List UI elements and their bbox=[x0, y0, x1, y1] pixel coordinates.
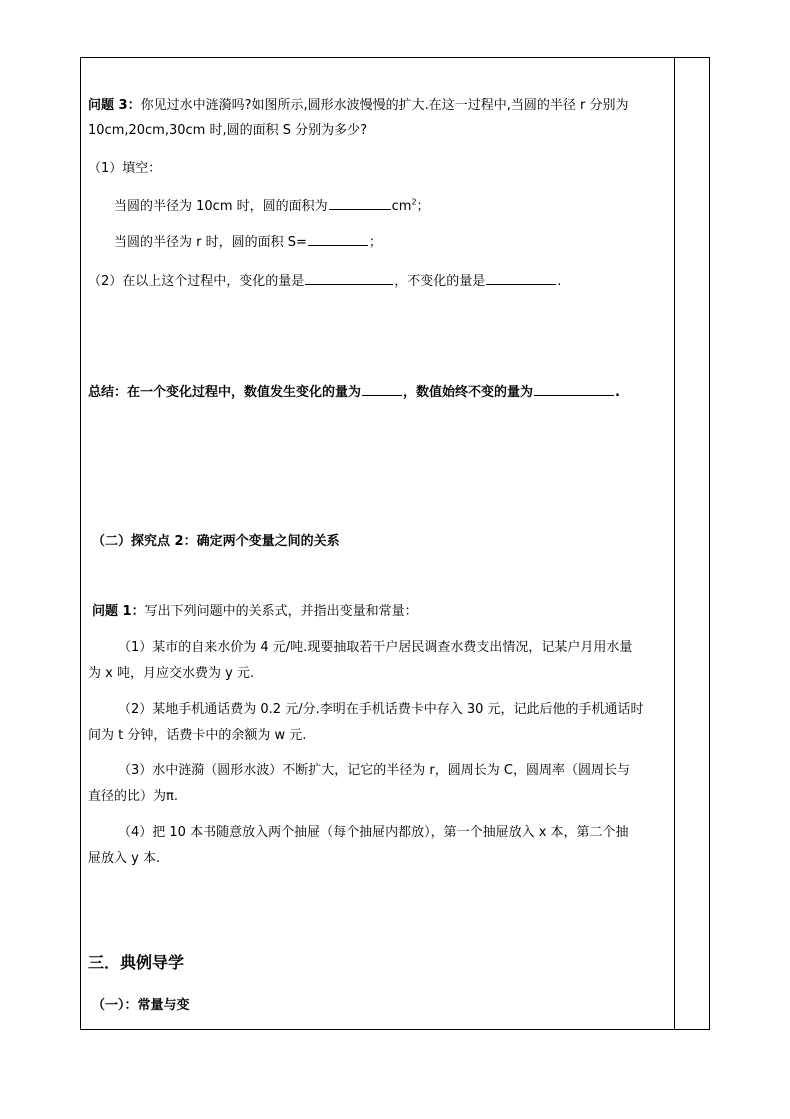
summary-mid: ，数值始终不变的量为 bbox=[403, 385, 534, 400]
q3-fill-1 bbox=[114, 196, 430, 217]
part2-blank-1[interactable] bbox=[305, 271, 393, 285]
fill1-unit: cm bbox=[391, 199, 412, 214]
fill2-prefix: 当圆的半径为 r 时，圆的面积 S= bbox=[114, 235, 307, 250]
section2-heading: （二）探究点 2：确定两个变量之间的关系 bbox=[92, 534, 340, 549]
fill1-sup: 2 bbox=[411, 197, 417, 207]
section3-subheading: （一）：常量与变 bbox=[92, 998, 190, 1013]
summary-prefix: 总结：在一个变化过程中，数值发生变化的量为 bbox=[88, 385, 362, 400]
q3-text-1: 你见过水中涟漪吗?如图所示,圆形水波慢慢的扩大.在这一过程中,当圆的半径 r 分别为 bbox=[140, 98, 629, 113]
part2-prefix: （2）在以上这个过程中，变化的量是 bbox=[88, 274, 305, 289]
q1-intro: 写出下列问题中的关系式，并指出变量和常量： bbox=[144, 604, 418, 619]
q1-item1-line1: （1）某市的自来水价为 4 元/吨.现要抽取若干户居民调查水费支出情况，记某户月用水量 bbox=[118, 640, 633, 655]
fill2-blank[interactable] bbox=[308, 232, 368, 246]
fill1-blank[interactable] bbox=[329, 196, 391, 210]
part2-blank-2[interactable] bbox=[486, 271, 556, 285]
summary-end: . bbox=[615, 385, 620, 400]
section3-heading: 三．典例导学 bbox=[88, 953, 185, 972]
q1-item1-line2: 为 x 吨，月应交水费为 y 元. bbox=[88, 666, 255, 681]
fill1-end: ； bbox=[416, 199, 430, 214]
q3-part2 bbox=[88, 271, 561, 292]
fill2-end: ； bbox=[368, 235, 382, 250]
q3-line-2: 10cm,20cm,30cm 时,圆的面积 S 分别为多少? bbox=[88, 123, 368, 138]
part2-end: . bbox=[557, 274, 562, 289]
part2-mid: ，不变化的量是 bbox=[394, 274, 486, 289]
q3-line-1 bbox=[88, 96, 629, 116]
q3-fill-2 bbox=[114, 232, 382, 253]
q1-item3-line1: （3）水中涟漪（圆形水波）不断扩大，记它的半径为 r，圆周长为 C，圆周率（圆周长与 bbox=[118, 763, 630, 778]
q1-item2-line2: 间为 t 分钟，话费卡中的余额为 w 元. bbox=[88, 728, 307, 743]
q1-item3-line2: 直径的比）为π. bbox=[88, 789, 178, 804]
q1-item4-line1: （4）把 10 本书随意放入两个抽屉（每个抽屉内都放），第一个抽屉放入 x 本，第二个抽 bbox=[118, 825, 629, 840]
fill1-prefix: 当圆的半径为 10cm 时，圆的面积为 bbox=[114, 199, 328, 214]
q3-part1-label: （1）填空： bbox=[88, 161, 162, 176]
right-column-divider bbox=[674, 57, 675, 1030]
q1-item4-line2: 屉放入 y 本. bbox=[88, 851, 161, 866]
q1-item2-line1: （2）某地手机通话费为 0.2 元/分.李明在手机话费卡中存入 30 元，记此后他的手机通话时 bbox=[118, 702, 644, 717]
summary-blank-2[interactable] bbox=[534, 382, 614, 396]
q3-title: 问题 3： bbox=[88, 98, 141, 113]
summary-blank-1[interactable] bbox=[362, 382, 402, 396]
q1-title: 问题 1： bbox=[92, 604, 145, 619]
q1-intro-line bbox=[92, 602, 418, 622]
summary bbox=[88, 382, 620, 403]
